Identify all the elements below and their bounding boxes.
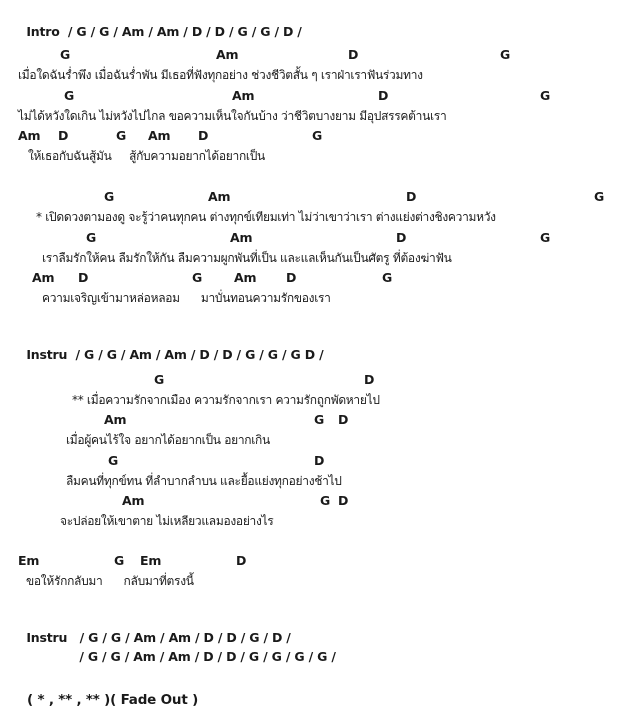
intro-line [18,8,302,40]
chord: G [114,553,125,568]
lyric-line: เราลืมรักให้คน ลืมรักให้กัน ลืมความผูกพันที่เป็น และแลเห็นกันเป็นศัตรู ที่ต้องฆ่าฟัน [42,251,452,265]
chord: D [314,453,325,468]
chord: G [154,372,165,387]
lyric-line: จะปล่อยให้เขาตาย ไม่เหลียวแลมองอย่างไร [60,514,274,528]
instru-1-line [18,331,323,363]
lyric-line: ไม่ได้หวังใดเกิน ไม่หวังไปไกล ขอความเห็นใจกันบ้าง ว่าชีวิตบางยาม มีอุปสรรคต้านเรา [18,109,447,123]
outro-line [18,676,198,708]
chord-row [0,493,620,509]
chord-row [0,553,620,569]
chord: D [338,493,349,508]
lyric-line: ** เมื่อความรักจากเมือง ความรักจากเรา ความรักถูกพัดหายไป [72,393,380,407]
chord: D [58,128,69,143]
chord-row [0,88,620,104]
chord: Am [32,270,55,285]
chord: Am [148,128,171,143]
instru-1-progression: / G / G / Am / Am / D / D / G / G / G D / [75,347,324,362]
chord: D [348,47,359,62]
chord: D [198,128,209,143]
chord: Am [122,493,145,508]
chord: G [540,230,551,245]
chord-row [0,230,620,246]
chord-row [0,270,620,286]
instru-1-label: Instru [26,347,68,362]
chord: D [78,270,89,285]
chord-row [0,372,620,388]
chord: G [312,128,323,143]
chord: Am [230,230,253,245]
lyric-line: ความเจริญเข้ามาหล่อหลอม มาบั่นทอนความรักของเรา [42,291,331,305]
chord: Am [18,128,41,143]
chord: Am [232,88,255,103]
chord: G [104,189,115,204]
chord: G [192,270,203,285]
chord: D [338,412,349,427]
chord: D [286,270,297,285]
chord: D [406,189,417,204]
lyric-line: เมื่อใดฉันร่ำพึง เมื่อฉันร่ำพัน มีเธอที่ฟังทุกอย่าง ช่วงชีวิตสั้น ๆ เราฝ่าเราฟันร่วมทาง [18,68,423,82]
chord: G [540,88,551,103]
chord: Am [208,189,231,204]
lyric-line: ขอให้รักกลับมา กลับมาที่ตรงนี้ [26,574,194,588]
chord: D [236,553,247,568]
chord: G [60,47,71,62]
chord: G [108,453,119,468]
chord: D [396,230,407,245]
chord-row [0,47,620,63]
outro-text: ( * , ** , ** )( Fade Out ) [27,692,199,708]
intro-progression: / G / G / Am / Am / D / D / G / G / D / [67,24,302,39]
chord: G [500,47,511,62]
chord-row [0,412,620,428]
chord: Am [234,270,257,285]
chord: Am [104,412,127,427]
chord: Em [18,553,40,568]
intro-label: Intro [26,24,60,39]
chord-row [0,189,620,205]
chord: G [64,88,75,103]
instru-2-label: Instru [26,630,68,645]
chord: Em [140,553,162,568]
chord: D [378,88,389,103]
chord-row [0,128,620,144]
lyric-line: ให้เธอกับฉันสู้มัน สู้กับความอยากได้อยากเป็น [28,149,265,163]
chord: D [364,372,375,387]
lyric-line: เมื่อผู้คนไร้ใจ อยากได้อยากเป็น อยากเกิน [66,433,270,447]
lyric-line: ลืมคนที่ทุกข์ทน ที่ลำบากลำบน และยื้อแย่งทุกอย่างช้าไป [66,474,342,488]
instru-2-progression-1: / G / G / Am / Am / D / D / G / D / [79,630,291,645]
chord-row [0,453,620,469]
lyric-line: * เปิดดวงตามองดู จะรู้ว่าคนทุกคน ต่างทุกข์เทียมเท่า ไม่ว่าเขาว่าเรา ต่างแย่งต่างชิงความหวัง [36,210,496,224]
chord: Am [216,47,239,62]
instru-2-progression-2: / G / G / Am / Am / D / D / G / G / G / G / [79,649,336,664]
chord: G [86,230,97,245]
chord: G [314,412,325,427]
chord: G [382,270,393,285]
chord: G [116,128,127,143]
chord: G [320,493,331,508]
chord: G [594,189,605,204]
instru-2-line-2 [71,633,336,665]
